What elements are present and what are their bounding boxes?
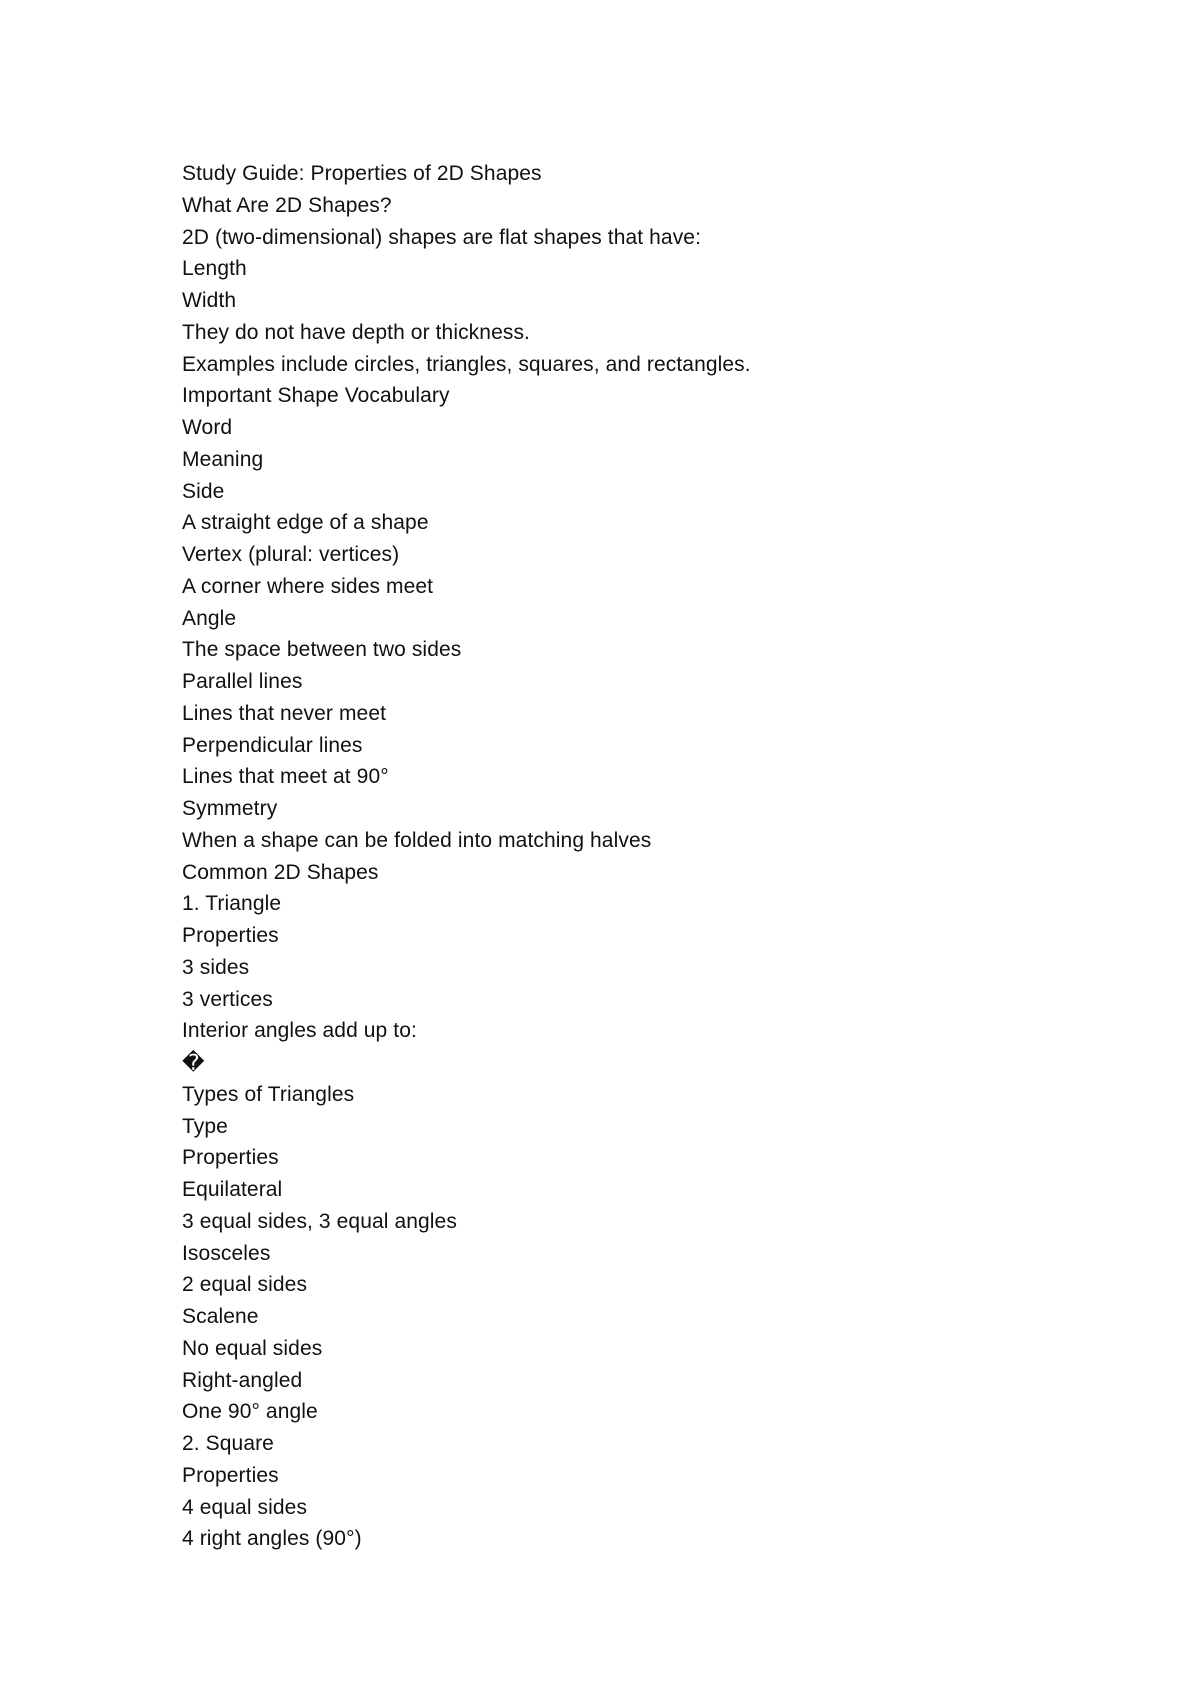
table-cell: Angle [182, 606, 237, 630]
table-cell: Equilateral [182, 1178, 283, 1201]
table-cell: Lines that never meet [182, 701, 387, 725]
table-cell: Perpendicular lines [182, 733, 363, 757]
table-header-cell: Properties [182, 1146, 279, 1170]
table-cell: Lines that meet at 90° [182, 765, 389, 789]
text-line: Properties [182, 924, 279, 947]
replacement-glyph: � [182, 1050, 205, 1075]
table-cell: 2 equal sides [182, 1273, 308, 1297]
section-heading: Common 2D Shapes [182, 860, 379, 884]
document-title: Study Guide: Properties of 2D Shapes [182, 162, 542, 185]
table-cell: Side [182, 479, 225, 503]
subsection-heading: 1. Triangle [182, 892, 282, 916]
text-line: 4 right angles (90°) [182, 1527, 362, 1551]
table-cell: Symmetry [182, 797, 278, 820]
text-line: 3 sides [182, 955, 250, 979]
table-header-cell: Type [182, 1114, 228, 1138]
text-line: Width [182, 289, 237, 312]
text-line: 4 equal sides [182, 1495, 308, 1519]
text-line: They do not have depth or thickness. [182, 320, 530, 344]
section-heading: Important Shape Vocabulary [182, 384, 450, 408]
text-line: Length [182, 257, 247, 281]
table-header-cell: Word [182, 416, 233, 439]
subsection-heading: 2. Square [182, 1432, 274, 1455]
table-cell: A straight edge of a shape [182, 511, 429, 535]
section-heading: What Are 2D Shapes? [182, 193, 392, 217]
table-cell: Scalene [182, 1305, 259, 1328]
text-line: Properties [182, 1463, 279, 1487]
text-line: Examples include circles, triangles, squares, and rectangles. [182, 352, 751, 376]
text-line: 3 vertices [182, 987, 273, 1011]
document-body [182, 158, 1082, 1555]
table-cell: One 90° angle [182, 1400, 318, 1424]
table-header-cell: Meaning [182, 447, 264, 471]
text-line: 2D (two-dimensional) shapes are flat shapes that have: [182, 225, 702, 249]
table-cell: No equal sides [182, 1336, 323, 1360]
table-cell: A corner where sides meet [182, 574, 434, 598]
table-cell: 3 equal sides, 3 equal angles [182, 1209, 457, 1233]
table-cell: The space between two sides [182, 638, 462, 662]
table-cell: When a shape can be folded into matching halves [182, 828, 652, 852]
table-cell: Parallel lines [182, 670, 303, 693]
table-cell: Right-angled [182, 1368, 303, 1392]
section-heading: Types of Triangles [182, 1082, 355, 1106]
table-cell: Isosceles [182, 1241, 271, 1265]
table-cell: Vertex (plural: vertices) [182, 543, 400, 566]
text-line: Interior angles add up to: [182, 1019, 417, 1043]
